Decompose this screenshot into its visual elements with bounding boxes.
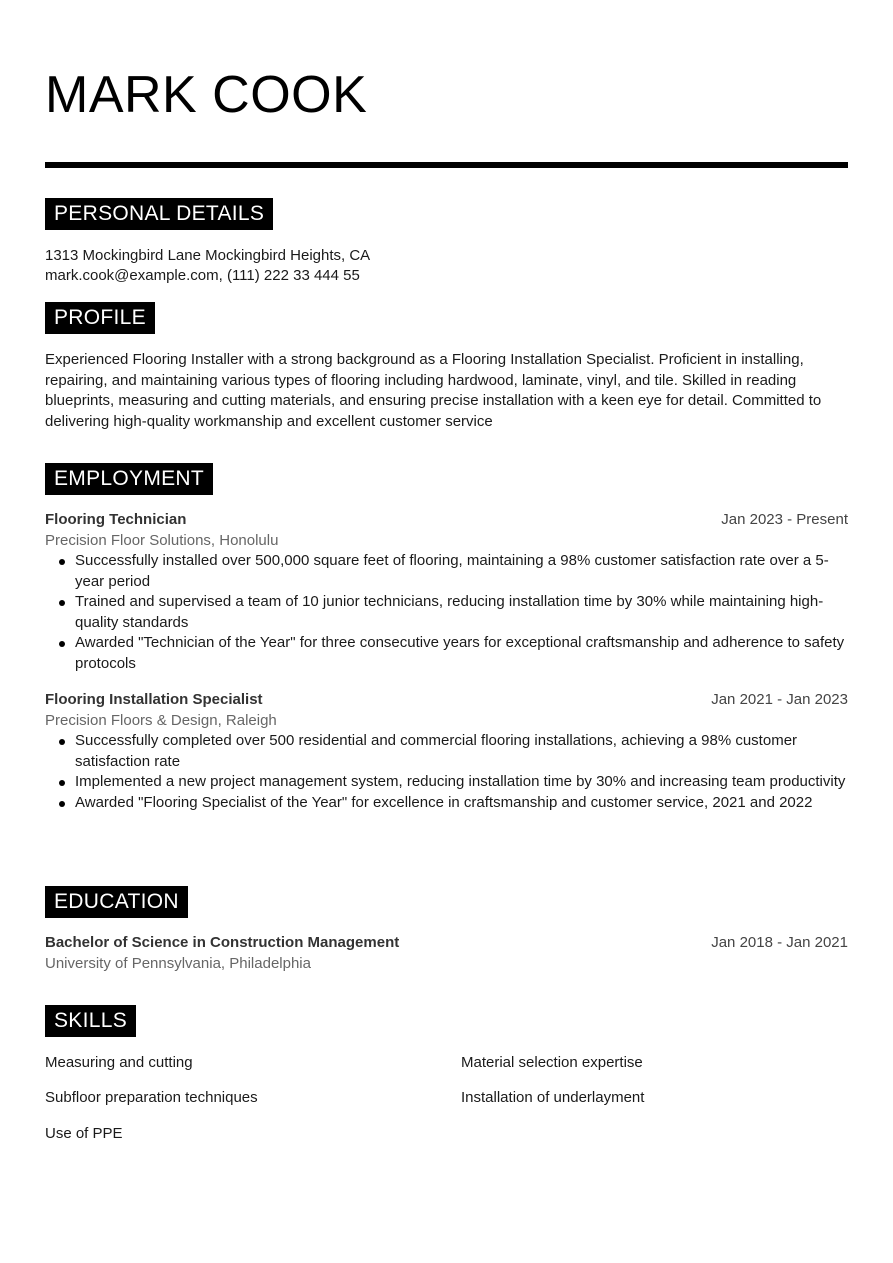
section-heading-employment: EMPLOYMENT [45, 463, 213, 495]
skill-item: Material selection expertise [461, 1054, 643, 1071]
education-school: University of Pennsylvania, Philadelphia [45, 955, 311, 972]
list-item: Implemented a new project management system, reducing installation time by 30% and increasing team productivity [75, 772, 848, 793]
list-item: Awarded "Flooring Specialist of the Year" for excellence in craftsmanship and customer service, 2021 and 2022 [75, 793, 848, 814]
education-dates: Jan 2018 - Jan 2021 [711, 934, 848, 951]
job-achievements [45, 731, 848, 813]
skill-item: Measuring and cutting [45, 1054, 193, 1071]
address-line: 1313 Mockingbird Lane Mockingbird Heights, CA [45, 247, 371, 264]
contact-line: mark.cook@example.com, (111) 222 33 444 55 [45, 267, 360, 284]
list-item: Successfully completed over 500 residential and commercial flooring installations, achieving a 98% customer satisfaction rate [75, 731, 848, 772]
skill-item: Installation of underlayment [461, 1089, 645, 1106]
section-heading-profile: PROFILE [45, 302, 155, 334]
job-dates: Jan 2023 - Present [721, 511, 848, 528]
education-degree: Bachelor of Science in Construction Management [45, 934, 400, 951]
job-company: Precision Floors & Design, Raleigh [45, 712, 277, 729]
skill-item: Use of PPE [45, 1125, 123, 1142]
list-item: Trained and supervised a team of 10 junior technicians, reducing installation time by 30% while maintaining high-quality standards [75, 592, 848, 633]
list-item: Successfully installed over 500,000 square feet of flooring, maintaining a 98% customer satisfaction rate over a 5-year period [75, 551, 848, 592]
job-dates: Jan 2021 - Jan 2023 [711, 691, 848, 708]
profile-summary: Experienced Flooring Installer with a strong background as a Flooring Installation Specialist. Proficient in installing, repairing, and maintaining various types of flooring including hardwood, laminate, vinyl, and tile. Skilled in reading blueprints, measuring and cutting materials, and ensuring precise installation with a keen eye for detail. Committed to delivering high-quality workmanship and excellent customer service [45, 351, 822, 430]
candidate-name: MARK COOK [45, 66, 368, 124]
section-heading-personal-details: PERSONAL DETAILS [45, 198, 273, 230]
section-heading-education: EDUCATION [45, 886, 188, 918]
job-achievements [45, 551, 848, 675]
header-divider [45, 162, 848, 168]
skill-item: Subfloor preparation techniques [45, 1089, 258, 1106]
job-company: Precision Floor Solutions, Honolulu [45, 532, 279, 549]
list-item: Awarded "Technician of the Year" for three consecutive years for exceptional craftsmanship and adherence to safety protocols [75, 633, 848, 674]
job-title: Flooring Installation Specialist [45, 691, 263, 708]
job-title: Flooring Technician [45, 511, 187, 528]
section-heading-skills: SKILLS [45, 1005, 136, 1037]
